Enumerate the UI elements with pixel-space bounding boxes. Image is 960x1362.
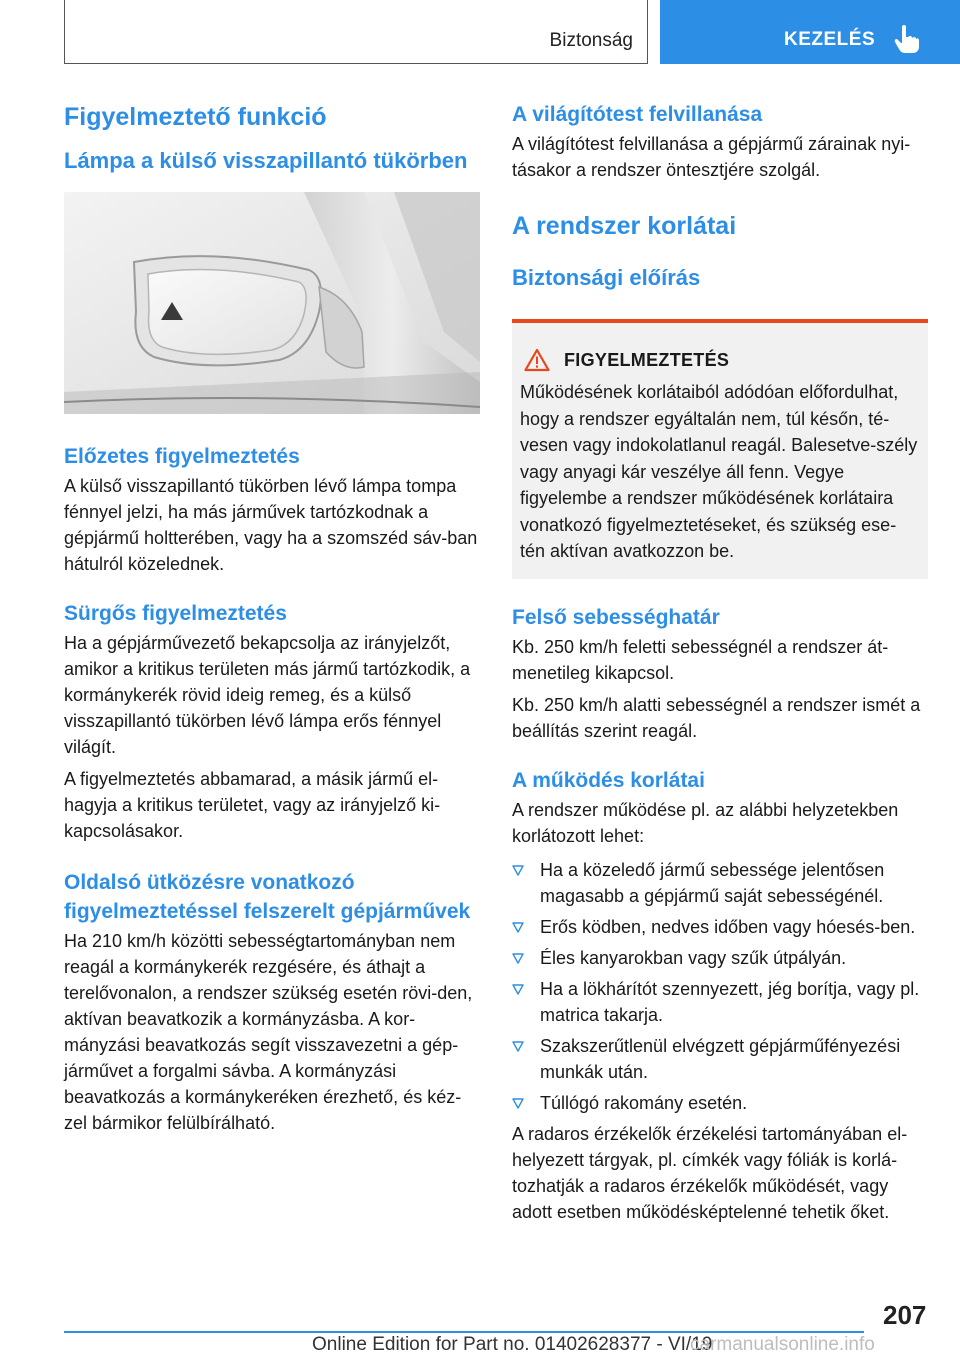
header-tab-label: KEZELÉS	[784, 29, 876, 50]
heading-safety-note: Biztonsági előírás	[512, 265, 701, 290]
warning-header	[520, 343, 920, 377]
heading-light-flash: A világítótest felvillanása	[512, 103, 763, 126]
text-light-flash: A világítótest felvillanása a gépjármű zárainak nyi-tásakor a rendszer öntesztjére szolgál.	[512, 134, 911, 180]
heading-speed-limit: Felső sebességhatár	[512, 605, 720, 629]
heading-side-collision: Oldalsó ütközésre vonatkozó figyelmeztetéssel felszerelt gépjárművek	[64, 871, 471, 923]
text-urgent-warning-2: A figyelmeztetés abbamarad, a másik jármű el-hagyja a kritikus területet, vagy az irányjelző ki-kapcsolásakor.	[64, 769, 441, 841]
heading-warning-function: Figyelmeztető funkció	[64, 103, 327, 131]
list-item	[512, 857, 928, 909]
warning-triangle-icon	[524, 348, 550, 372]
footer-watermark: carmanualsonline.info	[690, 1334, 875, 1355]
bullet-triangle-icon	[512, 865, 524, 876]
list-item-text: Szakszerűtlenül elvégzett gépjárműfényezési munkák után.	[540, 1035, 901, 1082]
list-item	[512, 1033, 928, 1085]
text-operation-limits: A rendszer működése pl. az alábbi helyzetekben korlátozott lehet:	[512, 799, 899, 846]
header-section-title: Biztonság	[549, 30, 633, 51]
page-number: 207	[883, 1300, 927, 1330]
heading-mirror-lamp: Lámpa a külső visszapillantó tükörben	[64, 148, 468, 173]
list-item	[512, 976, 928, 1028]
bullet-triangle-icon	[512, 984, 524, 995]
bullet-triangle-icon	[512, 1041, 524, 1052]
right-column	[512, 100, 928, 1225]
left-column	[64, 100, 480, 1136]
mirror-illustration	[64, 192, 480, 414]
text-urgent-warning-1: Ha a gépjárművezető bekapcsolja az irányjelzőt, amikor a kritikus területen más jármű tartózkodik, a kormánykerék rövid ideig remeg, és a külső visszapillantó tükörben lévő lámpa erős fénnyel világít.	[64, 633, 471, 757]
list-item	[512, 914, 928, 940]
list-item-text: Erős ködben, nedves időben vagy hóesés-ben.	[540, 916, 916, 937]
pointing-hand-icon	[894, 24, 920, 54]
list-item	[512, 1090, 928, 1116]
text-speed-limit-1: Kb. 250 km/h feletti sebességnél a rendszer át-menetileg kikapcsol.	[512, 636, 889, 683]
bullet-triangle-icon	[512, 953, 524, 964]
list-item-text: Éles kanyarokban vagy szűk útpályán.	[540, 947, 847, 968]
text-radar-objects: A radaros érzékelők érzékelési tartományában el-helyezett tárgyak, pl. címkék vagy fóliák is korlá-tozhatják a radaros érzékelők működését, vagy adott esetben működésképtelenné tehetik őket.	[512, 1123, 908, 1222]
limits-list	[512, 857, 928, 1116]
footer-edition: Online Edition for Part no. 01402628377 - VI/19	[312, 1334, 713, 1355]
header-section-box	[64, 0, 648, 64]
heading-pre-warning: Előzetes figyelmeztetés	[64, 445, 300, 468]
list-item-text: Túllógó rakomány esetén.	[540, 1092, 748, 1113]
text-pre-warning: A külső visszapillantó tükörben lévő lámpa tompa fénnyel jelzi, ha más járművek tartózkodnak a gépjármű holtterében, vagy ha a szomszéd sáv-ban hátulról közelednek.	[64, 476, 478, 574]
heading-urgent-warning: Sürgős figyelmeztetés	[64, 602, 287, 625]
heading-system-limits: A rendszer korlátai	[512, 212, 737, 240]
warning-box	[512, 319, 928, 579]
bullet-triangle-icon	[512, 1098, 524, 1109]
bullet-triangle-icon	[512, 922, 524, 933]
warning-title: FIGYELMEZTETÉS	[564, 349, 730, 370]
warning-text: Működésének korlátaiból adódóan előfordulhat, hogy a rendszer egyáltalán nem, túl későn, té-vesen vagy indokolatlanul reagál. Balesetve-szély vagy anyagi kár veszélye áll fenn. Vegye figyelembe a rendszer működésének korlátaira vonatkozó figyelmeztetéseket, és szükség ese-tén aktívan avatkozzon be.	[520, 382, 918, 561]
list-item	[512, 945, 928, 971]
text-speed-limit-2: Kb. 250 km/h alatti sebességnél a rendszer ismét a beállítás szerint reagál.	[512, 694, 921, 741]
footer-divider	[64, 1331, 864, 1333]
text-side-collision: Ha 210 km/h közötti sebességtartományban nem reagál a kormánykerék rezgésére, és áthajt a terelővonalon, a rendszer szükség esetén rövi-den, aktívan beavatkozik a kormányzásba. A kor-mányzási beavatkozás segít visszavezetni a gép-járművet a forgalmi sávba. A kormányzási beavatkozás a kormánykeréken érezhető, és kéz-zel bármikor felülbírálható.	[64, 931, 473, 1133]
list-item-text: Ha a közeledő jármű sebessége jelentősen magasabb a gépjármű saját sebességénél.	[540, 859, 885, 906]
heading-operation-limits: A működés korlátai	[512, 768, 705, 792]
list-item-text: Ha a lökhárítót szennyezett, jég borítja, vagy pl. matrica takarja.	[540, 978, 920, 1025]
mirror-illustration-svg	[64, 192, 480, 414]
